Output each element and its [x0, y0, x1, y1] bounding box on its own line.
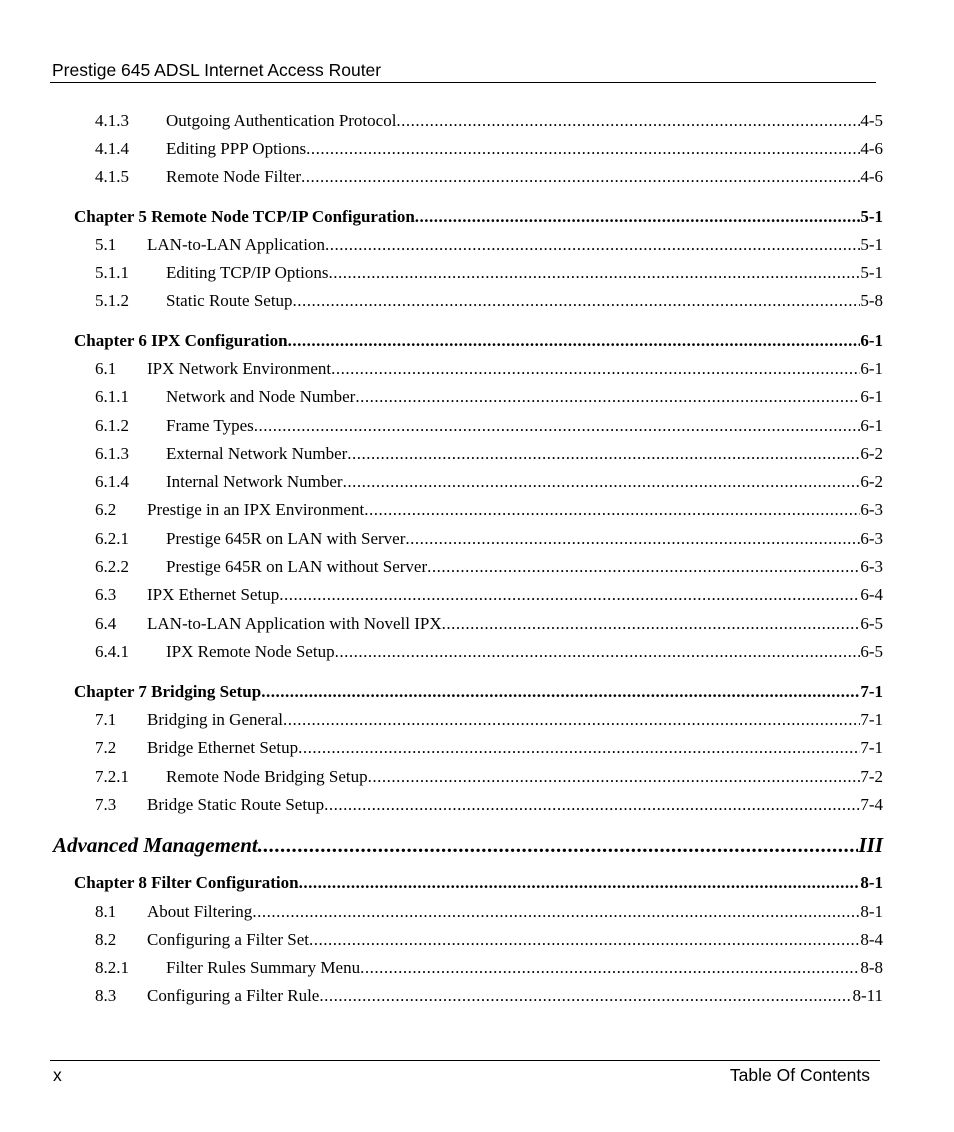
- toc-entry-page: 6-1: [860, 359, 883, 378]
- toc-entry-page: 6-1: [860, 416, 883, 435]
- toc-section-entry[interactable]: [95, 444, 883, 464]
- toc-entry-number: 4.1.3: [95, 111, 129, 130]
- toc-dot-leader: [368, 767, 861, 787]
- toc-entry-page: 6-2: [860, 444, 883, 463]
- toc-dot-leader: [335, 642, 861, 662]
- toc-section-entry[interactable]: [95, 529, 883, 549]
- toc-entry-page: 6-3: [860, 557, 883, 576]
- header-divider: [50, 82, 876, 83]
- toc-entry-page: 4-6: [860, 139, 883, 158]
- toc-entry-page: 7-1: [860, 738, 883, 757]
- toc-section-entry[interactable]: [95, 235, 883, 255]
- toc-dot-leader: [405, 529, 860, 549]
- toc-dot-leader: [442, 614, 861, 634]
- toc-entry-number: 5.1.1: [95, 263, 129, 282]
- toc-section-entry[interactable]: [95, 139, 883, 159]
- toc-dot-leader: [261, 682, 860, 702]
- toc-dot-leader: [415, 207, 861, 227]
- toc-entry-page: 6-3: [860, 529, 883, 548]
- toc-section-entry[interactable]: [95, 902, 883, 922]
- toc-entry-title: Chapter 7 Bridging Setup: [74, 682, 262, 701]
- toc-section-entry[interactable]: [95, 614, 883, 634]
- toc-entry-page: 6-5: [860, 642, 883, 661]
- toc-entry-number: 4.1.4: [95, 139, 129, 158]
- toc-entry-title: Remote Node Bridging Setup: [166, 767, 368, 786]
- toc-entry-title: Editing TCP/IP Options: [166, 263, 329, 282]
- running-header-title: Prestige 645 ADSL Internet Access Router: [52, 60, 382, 80]
- toc-section-entry[interactable]: [95, 167, 883, 187]
- toc-entry-page: 7-1: [860, 710, 883, 729]
- toc-entry-page: 5-8: [860, 291, 883, 310]
- toc-entry-title: Network and Node Number: [166, 387, 356, 406]
- toc-chapter-entry[interactable]: [74, 873, 883, 893]
- toc-entry-page: 8-11: [852, 986, 883, 1005]
- toc-section-entry[interactable]: [95, 557, 883, 577]
- toc-entry-page: 7-2: [860, 767, 883, 786]
- toc-entry-page: 8-4: [860, 930, 883, 949]
- toc-entry-number: 8.1: [95, 902, 117, 921]
- toc-entry-title: Chapter 6 IPX Configuration: [74, 331, 288, 350]
- toc-entry-page: 8-1: [860, 902, 883, 921]
- toc-entry-title: Chapter 8 Filter Configuration: [74, 873, 299, 892]
- toc-entry-title: Configuring a Filter Rule: [147, 986, 320, 1005]
- toc-dot-leader: [331, 359, 860, 379]
- footer-section-title: Table Of Contents: [729, 1065, 870, 1085]
- toc-entry-title: Remote Node Filter: [166, 167, 302, 186]
- toc-entry-page: 8-8: [860, 958, 883, 977]
- toc-entry-title: About Filtering: [147, 902, 253, 921]
- toc-dot-leader: [254, 416, 861, 436]
- toc-entry-page: 6-5: [860, 614, 883, 633]
- toc-dot-leader: [309, 930, 860, 950]
- toc-entry-title: Advanced Management: [53, 833, 258, 857]
- toc-entry-number: 7.3: [95, 795, 117, 814]
- toc-entry-number: 7.2.1: [95, 767, 129, 786]
- toc-entry-number: 7.2: [95, 738, 117, 757]
- toc-section-entry[interactable]: [95, 359, 883, 379]
- toc-section-entry[interactable]: [95, 710, 883, 730]
- toc-entry-page: 6-1: [860, 331, 883, 350]
- toc-entry-number: 8.2: [95, 930, 117, 949]
- toc-entry-page: 4-6: [860, 167, 883, 186]
- toc-part-entry[interactable]: [53, 833, 883, 858]
- toc-dot-leader: [347, 444, 860, 464]
- toc-entry-page: 8-1: [860, 873, 883, 892]
- toc-dot-leader: [252, 902, 860, 922]
- toc-section-entry[interactable]: [95, 958, 883, 978]
- toc-dot-leader: [324, 795, 860, 815]
- toc-dot-leader: [288, 331, 861, 351]
- toc-entry-number: 5.1: [95, 235, 117, 254]
- toc-section-entry[interactable]: [95, 387, 883, 407]
- toc-entry-title: Static Route Setup: [166, 291, 293, 310]
- toc-entry-title: Bridge Ethernet Setup: [147, 738, 299, 757]
- toc-section-entry[interactable]: [95, 500, 883, 520]
- toc-entry-page: 5-1: [860, 263, 883, 282]
- toc-entry-title: Internal Network Number: [166, 472, 343, 491]
- toc-entry-page: 4-5: [860, 111, 883, 130]
- toc-chapter-entry[interactable]: [74, 331, 883, 351]
- toc-chapter-entry[interactable]: [74, 682, 883, 702]
- toc-entry-number: 8.2.1: [95, 958, 129, 977]
- toc-dot-leader: [283, 710, 860, 730]
- toc-entry-title: Chapter 5 Remote Node TCP/IP Configuration: [74, 207, 415, 226]
- toc-dot-leader: [364, 500, 860, 520]
- toc-entry-title: Bridge Static Route Setup: [147, 795, 325, 814]
- toc-section-entry[interactable]: [95, 738, 883, 758]
- toc-entry-number: 6.3: [95, 585, 117, 604]
- toc-section-entry[interactable]: [95, 472, 883, 492]
- toc-dot-leader: [396, 111, 860, 131]
- toc-dot-leader: [279, 585, 860, 605]
- toc-section-entry[interactable]: [95, 986, 883, 1006]
- toc-entry-number: 6.2.2: [95, 557, 129, 576]
- toc-dot-leader: [427, 557, 860, 577]
- toc-dot-leader: [258, 833, 859, 858]
- toc-section-entry[interactable]: [95, 263, 883, 283]
- toc-dot-leader: [360, 958, 860, 978]
- toc-entry-title: Editing PPP Options: [166, 139, 307, 158]
- toc-entry-number: 6.4.1: [95, 642, 129, 661]
- toc-section-entry[interactable]: [95, 416, 883, 436]
- toc-dot-leader: [299, 873, 861, 893]
- toc-entry-number: 7.1: [95, 710, 117, 729]
- toc-dot-leader: [355, 387, 860, 407]
- footer-page-number: x: [53, 1065, 62, 1085]
- toc-entry-title: Prestige 645R on LAN with Server: [166, 529, 406, 548]
- toc-entry-number: 4.1.5: [95, 167, 129, 186]
- toc-dot-leader: [293, 291, 861, 311]
- toc-entry-number: 6.4: [95, 614, 117, 633]
- toc-entry-number: 6.1: [95, 359, 117, 378]
- toc-section-entry[interactable]: [95, 585, 883, 605]
- toc-entry-page: 7-4: [860, 795, 883, 814]
- toc-dot-leader: [343, 472, 861, 492]
- toc-entry-page: III: [858, 833, 883, 857]
- toc-entry-page: 6-2: [860, 472, 883, 491]
- toc-section-entry[interactable]: [95, 642, 883, 662]
- toc-dot-leader: [298, 738, 860, 758]
- toc-entry-title: Frame Types: [166, 416, 254, 435]
- toc-entry-title: IPX Ethernet Setup: [147, 585, 280, 604]
- toc-entry-title: External Network Number: [166, 444, 348, 463]
- toc-entry-page: 5-1: [860, 235, 883, 254]
- toc-entry-page: 6-3: [860, 500, 883, 519]
- toc-entry-number: 6.1.1: [95, 387, 129, 406]
- toc-entry-title: Prestige in an IPX Environment: [147, 500, 365, 519]
- toc-entry-number: 6.2: [95, 500, 117, 519]
- toc-entry-title: Outgoing Authentication Protocol: [166, 111, 397, 130]
- toc-entry-title: Prestige 645R on LAN without Server: [166, 557, 428, 576]
- toc-section-entry[interactable]: [95, 111, 883, 131]
- toc-entry-page: 6-1: [860, 387, 883, 406]
- toc-entry-page: 5-1: [860, 207, 883, 226]
- toc-dot-leader: [319, 986, 852, 1006]
- toc-dot-leader: [301, 167, 860, 187]
- toc-entry-number: 6.1.2: [95, 416, 129, 435]
- toc-chapter-entry[interactable]: [74, 207, 883, 227]
- toc-section-entry[interactable]: [95, 795, 883, 815]
- toc-entry-title: LAN-to-LAN Application with Novell IPX: [147, 614, 442, 633]
- toc-entry-number: 6.2.1: [95, 529, 129, 548]
- toc-dot-leader: [306, 139, 860, 159]
- toc-section-entry[interactable]: [95, 767, 883, 787]
- toc-entry-number: 6.1.4: [95, 472, 129, 491]
- toc-entry-number: 5.1.2: [95, 291, 129, 310]
- toc-entry-number: 6.1.3: [95, 444, 129, 463]
- toc-entry-page: 7-1: [860, 682, 883, 701]
- footer-divider: [50, 1060, 880, 1061]
- toc-section-entry[interactable]: [95, 930, 883, 950]
- toc-entry-title: Bridging in General: [147, 710, 283, 729]
- toc-dot-leader: [328, 263, 860, 283]
- toc-section-entry[interactable]: [95, 291, 883, 311]
- toc-entry-title: IPX Remote Node Setup: [166, 642, 335, 661]
- toc-entry-title: Configuring a Filter Set: [147, 930, 309, 949]
- toc-entry-page: 6-4: [860, 585, 883, 604]
- toc-dot-leader: [325, 235, 860, 255]
- toc-entry-title: Filter Rules Summary Menu: [166, 958, 361, 977]
- toc-entry-title: IPX Network Environment: [147, 359, 332, 378]
- toc-entry-title: LAN-to-LAN Application: [147, 235, 325, 254]
- toc-entry-number: 8.3: [95, 986, 117, 1005]
